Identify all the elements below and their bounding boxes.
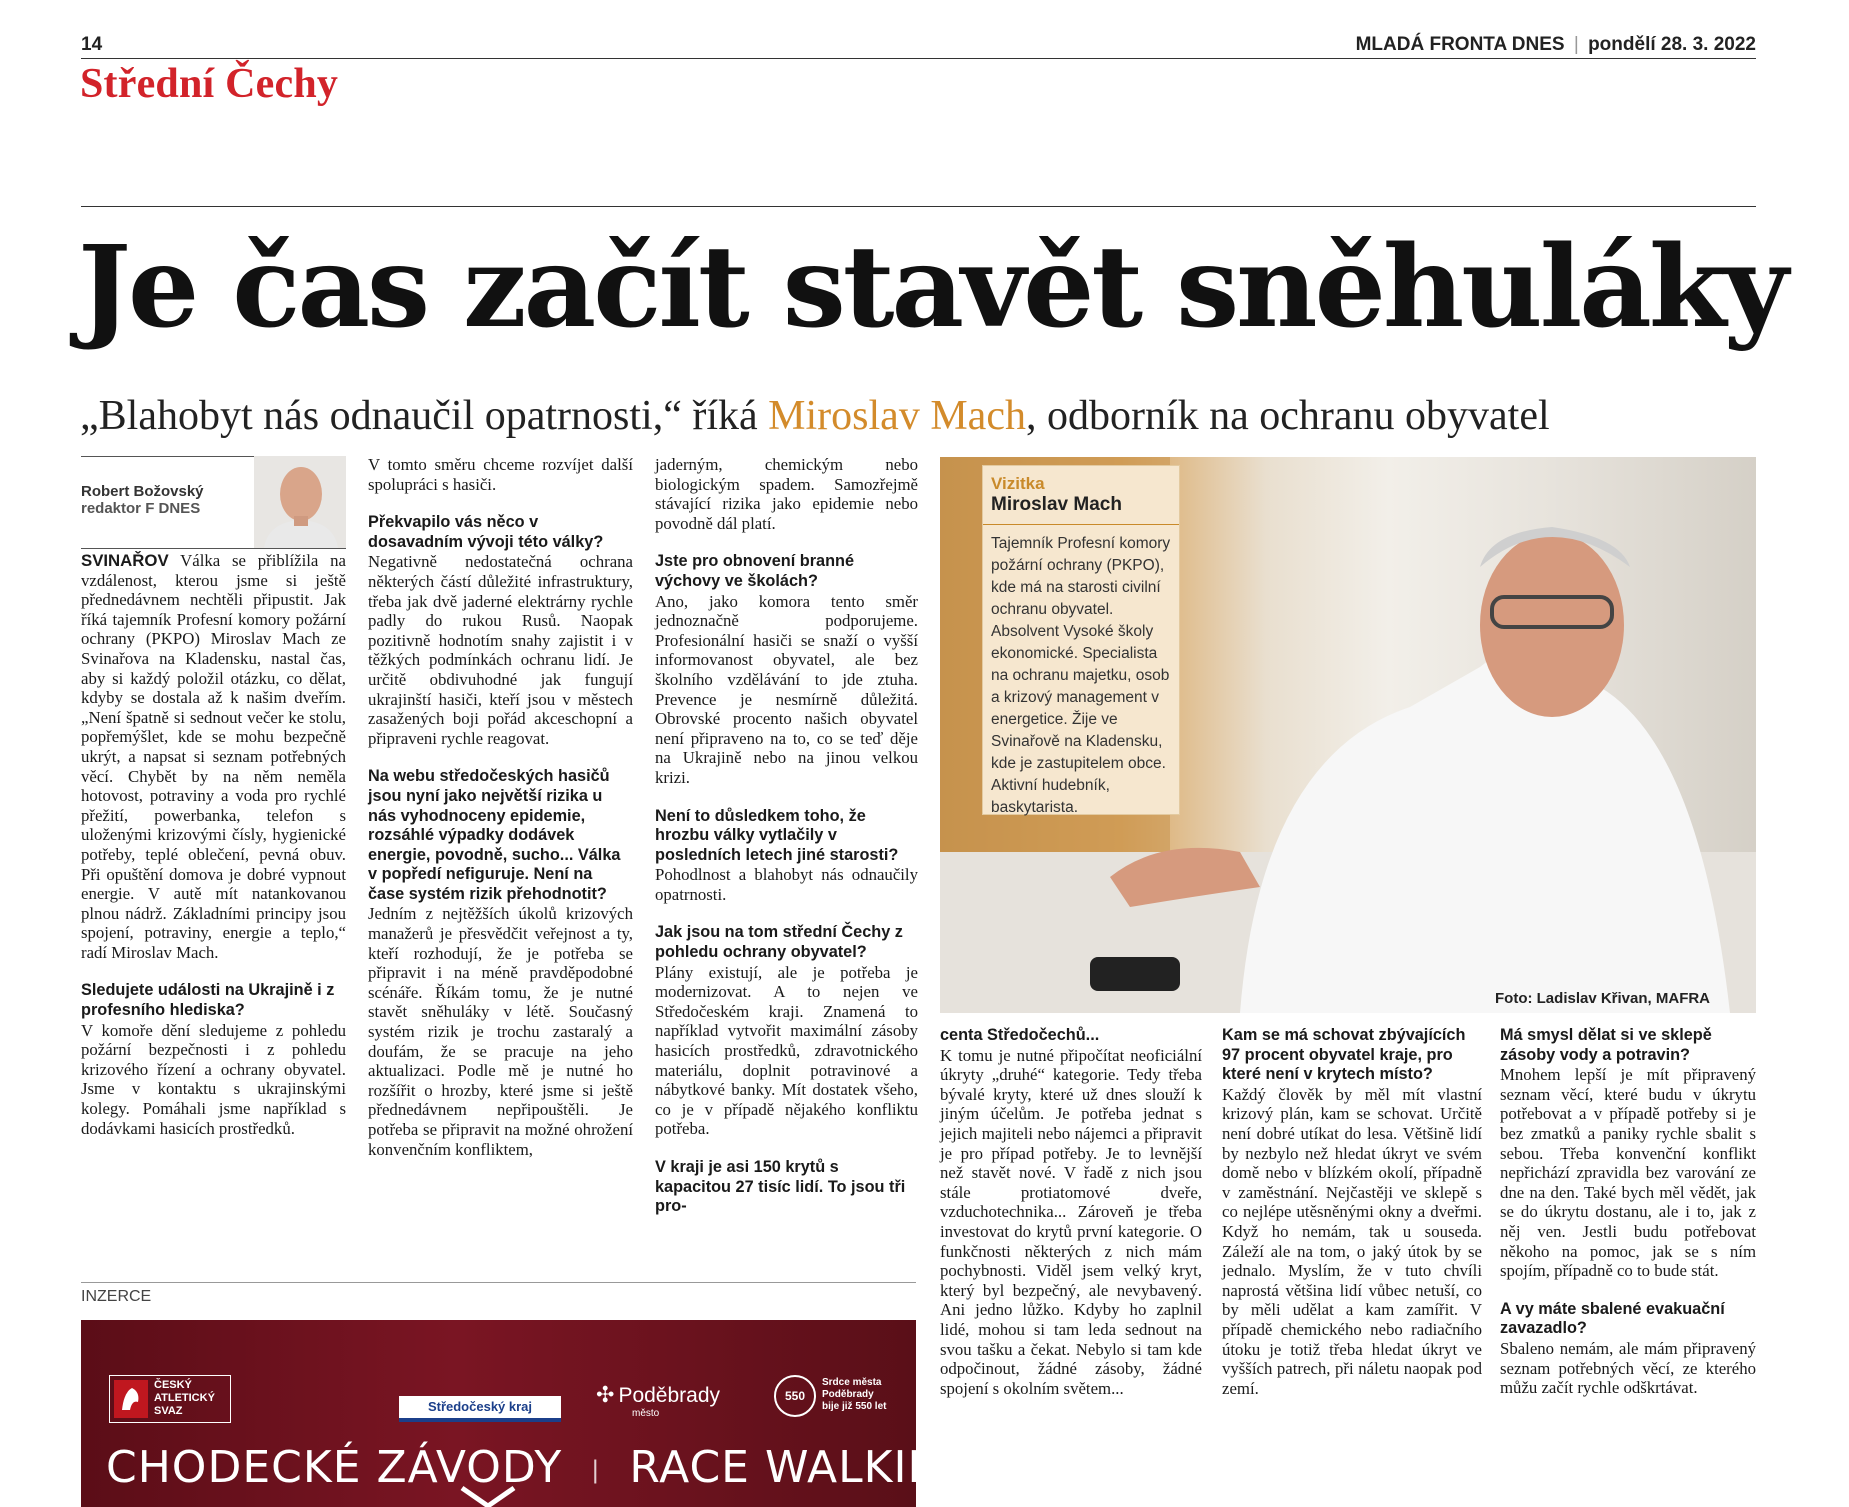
sub-name: Miroslav Mach — [768, 393, 1026, 439]
vizitka-divider — [983, 524, 1179, 525]
ad-divider: | — [591, 1456, 601, 1484]
question: Jste pro obnovení branné výchovy ve školách? — [655, 552, 855, 590]
podebrady-sub: město — [632, 1408, 660, 1419]
answer: Jedním z nejtěžších úkolů krizových manažerů je přesvědčit veřejnost a ty, kteří rozhodují, že je potřeba se připravit i na méně pravděpodobné scénáře. Říkám tomu, že je nutné stavět sněhuláky v létě. Současný systém rizik je trochu zastaralý a doufám, že se pracuje na jeho aktualizaci. Podle mě je nutné ho rozšířit o hrozby, které jsme si ještě přednedávnem nepřipouštěli. Je potřeba se připravit na možné ohrožení konvenčním konfliktem, — [368, 904, 633, 1159]
question: A vy máte sbalené evakuační zavazadlo? — [1500, 1299, 1725, 1338]
separator: | — [1573, 34, 1579, 55]
casv-line2: ATLETICKÝ — [154, 1392, 215, 1404]
headline: Je čas začít stavět sněhuláky — [78, 222, 1786, 353]
dateline: SVINAŘOV — [81, 551, 169, 570]
paragraph: V tomto směru chceme rozvíjet další spolupráci s hasiči. — [368, 455, 633, 494]
vizitka-name: Miroslav Mach — [991, 494, 1122, 515]
answer: Mnohem lepší je mít připravený seznam věcí, které budu v úkrytu potřebovat a v případě potřeby si je bez zmatků a paniky rychle sbalit s sebou. Třeba konvenční konflikt nepřichází zpravidla bez varování ze dne na den. Také bych měl vědět, jak se do úkrytu dostanu, ale i to, jak z něj ven. Jestli budu potřebovat někoho na pomoc, jak se s ním spojím, případně co to bude stát. — [1500, 1065, 1756, 1281]
intro-paragraph — [81, 551, 346, 962]
headline-top-rule — [81, 206, 1756, 207]
advertisement[interactable] — [81, 1320, 977, 1507]
question: Na webu středočeských hasičů jsou nyní jako největší rizika u nás vyhodnoceny epidemie, rozsáhlé výpadky dodávek energie, povodně, sucho... Válka v popředí nefiguruje. Není na čase systém rizik přehodnotit? — [368, 767, 621, 903]
author-portrait-icon — [254, 456, 346, 548]
heart-550-icon — [774, 1375, 816, 1417]
question: V kraji je asi 150 krytů s kapacitou 27 tisíc lidí. To jsou tři pro- — [655, 1158, 906, 1216]
ad-title-cz: CHODECKÉ ZÁVODY — [106, 1442, 563, 1493]
answer: Pohodlnost a blahobyt nás odnaučily opatrnosti. — [655, 865, 918, 904]
masthead — [1356, 34, 1756, 56]
anniv-line1: Srdce města — [822, 1377, 882, 1388]
answer: Každý člověk by měl mít vlastní krizový plán, kam se schovat. Určitě není dobré utíkat do lesa. Většině lidí by nezbylo než hledat úkryt ve svém domě nebo v blízkém okolí, případně v zaměstnání. Nejčastěji ve sklepě s co nejlépe utěsněnými okny a dveřmi. Když ho nemám, tak u souseda. Záleží ale na tom, o jaký útok by se jednalo. Myslím, že v tuto chvíli naprostá většina lidí vůbec netuší, co by měli udělat a kam zamířit. V případě chemického nebo radiačního útoku je totiž třeba hledat úkryt ve vyšších patrech, při náletu naopak pod zemí. — [1222, 1084, 1482, 1398]
author-photo — [254, 456, 346, 548]
subheadline — [80, 392, 1550, 440]
casv-line1: ČESKÝ — [154, 1379, 192, 1391]
vizitka-label: Vizitka — [991, 474, 1045, 493]
kraj-logo — [399, 1396, 561, 1422]
column-3 — [655, 455, 918, 1217]
vizitka-box — [982, 465, 1180, 815]
question: Sledujete události na Ukrajině i z profesního hlediska? — [81, 981, 335, 1020]
ad-rule — [81, 1282, 916, 1283]
question: Má smysl dělat si ve sklepě zásoby vody a potravin? — [1500, 1026, 1712, 1064]
question: Jak jsou na tom střední Čechy z pohledu ochrany obyvatel? — [655, 923, 903, 962]
question: centa Středočechů... — [940, 1026, 1100, 1044]
anniversary-number: 550 — [784, 1389, 806, 1403]
answer: K tomu je nutné připočítat neoficiální úkryty „druhé“ kategorie. Tedy třeba bývalé kryty, které už dnes slouží k jiným účelům. Je potřeba jednat s jejich majiteli nebo nájemci a připravit je pro případ potřeby. Je to levnější než stavět nové. V řadě z nich jsou stále protiatomové dveře, vzduchotechnika... Zároveň je třeba investovat do krytů první kategorie. O funkčnosti některých z nich mám pochybnosti. Viděl jsem velký kryt, který byl bezpečný, ale nevybavený. Ani jedno lůžko. Kdyby ho zaplnil lidé, mohou si tam leda sednout na svou tašku a čekat. Nebylo si tam kde odpočinout, žádné zásoby, žádné spojení s okolním světem... — [940, 1045, 1202, 1398]
answer: Sbaleno nemám, ale mám připravený seznam potřebných věcí, ze kterého můžu začít rychle odškrtávat. — [1500, 1338, 1756, 1398]
podebrady-label: Poděbrady — [618, 1384, 721, 1407]
answer: Ano, jako komora tento směr jednoznačně podporujeme. Profesionální hasiči se snaží o vyšší informovanost obyvatel, ale bez školního vzdělávání to jde ztuha. Prevence je nesmírně důležitá. Obrovské procento našich obyvatel není připraveno na to, co se teď děje na Ukrajině nebo na jinou velkou krizi. — [655, 591, 918, 787]
casv-line3: SVAZ — [154, 1405, 183, 1417]
column-1 — [81, 551, 346, 1138]
chevron-down-icon — [458, 1488, 518, 1507]
byline — [81, 483, 231, 517]
paragraph: jaderným, chemickým nebo biologickým spadem. Samozřejmě stávající rizika jako epidemie nebo povodně dál platí. — [655, 455, 918, 533]
answer: Plány existují, ale je potřeba je modernizovat. A to nejen ve Středočeském kraji. Znamená to například vytvořit maximální zásoby hasicích prostředků, zdravotnického materiálu, doplnit potravinové a nábytkové banky. Mít dostatek všeho, co je v případě nějakého konfliktu potřeba. — [655, 962, 918, 1139]
question: Kam se má schovat zbývajících 97 procent obyvatel kraje, pro které není v krytech místo? — [1222, 1026, 1466, 1084]
page-number: 14 — [81, 34, 103, 55]
sub-rest: , odborník na ochranu obyvatel — [1025, 393, 1550, 439]
anniv-line3: bije již 550 let — [822, 1401, 887, 1412]
author-name: Robert Božovský — [81, 483, 204, 500]
answer: Negativně nedostatečná ochrana některých částí důležité infrastruktury, třeba jak dvě jaderné elektrárny rychle padly do rukou Rusů. Naopak pozitivně hodnotím snahy zajistit i v těžkých podmínkách ochranu lidí. Je určitě obdivuhodné jak fungují ukrajinští hasiči, kteří jsou v městech zasažených boji pořád akceschopní a připraveni rychle reagovat. — [368, 552, 633, 748]
question: Překvapilo vás něco v dosavadním vývoji této války? — [368, 513, 604, 551]
photo-caption: Foto: Ladislav Křivan, MAFRA — [1495, 990, 1711, 1007]
podebrady-logo — [596, 1382, 720, 1419]
section-title: Střední Čechy — [80, 61, 339, 107]
answer: V komoře dění sledujeme z pohledu požární bezpečnosti i z pohledu krizového řízení a ochrany obyvatel. Jsme v kontaktu s ukrajinskými kolegy. Pomáhali jsme například s dodávkami hasicích prostředků. — [81, 1020, 346, 1138]
lion-icon — [114, 1380, 148, 1418]
header-rule — [81, 58, 1756, 59]
publication-name: MLADÁ FRONTA DNES — [1355, 34, 1565, 55]
ad-label: INZERCE — [81, 1288, 152, 1305]
column-2 — [368, 455, 633, 1159]
kraj-label: Středočeský kraj — [427, 1399, 533, 1414]
issue-date: pondělí 28. 3. 2022 — [1588, 34, 1756, 55]
column-5 — [1222, 1026, 1482, 1398]
column-4 — [940, 1026, 1202, 1398]
ad-title-en: RACE WALKING — [629, 1442, 977, 1493]
vizitka-text: Tajemník Profesní komory požární ochrany (PKPO), kde má na starosti civilní ochranu obyvatel. Absolvent Vysoké školy ekonomické. Specialista na ochranu majetku, osob a krizový management v energetice. Žije ve Svinařově na Kladensku, kde je zastupitelem obce. Aktivní hudebník, baskytarista. — [991, 535, 1171, 816]
casv-logo — [109, 1375, 231, 1423]
question: Není to důsledkem toho, že hrozbu války vytlačily v posledních letech jiné starosti? — [655, 806, 899, 864]
heart-cross-icon: ✣ — [596, 1382, 615, 1407]
intro-text: Válka se přiblížila na vzdálenost, kterou jsme si ještě přednedávnem nechtěli připustit. Jak říká tajemník Profesní komory požární ochrany (PKPO) Miroslav Mach ze Svinařova na Kladensku, nastal čas, aby si každý položil otázku, co dělat, kdyby se dostala až k našim dveřím. „Není špatně si sednout večer ke stolu, popřemýšlet, kde se mohu bezpečně ukrýt, a napsat si seznam potřebných věcí. Chybět by na něm neměla hotovost, potraviny a voda pro rychlé přežití, powerbanka, telefon s uloženými krizovými čísly, hygienické potřeby, teplé oblečení, pevná obuv. Při opuštění domova je dobré vypnout energie. V autě mít natankovanou plnou nádrž. Základními principy jsou spojení, potraviny, energie a teplo,“ radí Miroslav Mach. — [81, 551, 346, 962]
author-role: redaktor F DNES — [81, 500, 201, 517]
anniv-line2: Poděbrady — [822, 1389, 874, 1400]
author-bottom-rule — [81, 548, 346, 549]
ad-title — [106, 1442, 977, 1493]
column-6 — [1500, 1026, 1756, 1398]
sub-quote: „Blahobyt nás odnaučil opatrnosti,“ říká — [80, 393, 769, 439]
